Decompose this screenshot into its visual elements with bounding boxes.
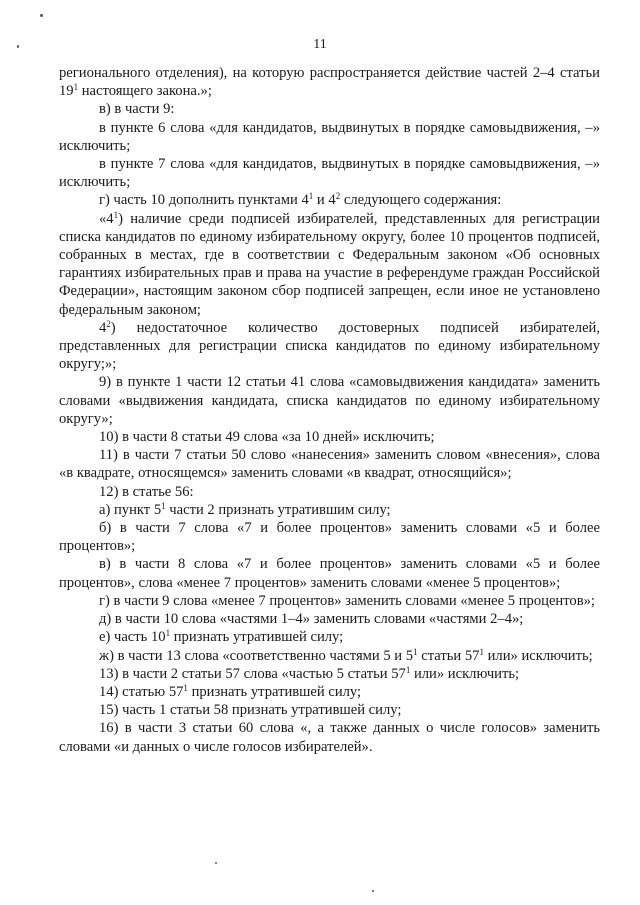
text-run: признать утратившей силу; — [187, 683, 362, 700]
superscript: 1 — [405, 664, 411, 675]
paragraph — [59, 191, 600, 209]
text-run: в) в части 8 слова «7 и более процентов» заменить словами «5 и более процентов», слова «менее 7 процентов» заменить словами «менее 5 процентов»; — [59, 556, 600, 591]
text-run: г) часть 10 дополнить пунктами 4 — [99, 192, 309, 209]
text-run: статьи 57 — [417, 647, 480, 664]
text-run: д) в части 10 слова «частями 1–4» заменить словами «частями 2–4»; — [99, 611, 524, 628]
text-run: 16) в части 3 статьи 60 слова «, а также данных о числе голосов» заменить словами «и данных о числе голосов избирателей». — [59, 720, 600, 755]
text-run: а) пункт 5 — [99, 501, 162, 518]
paragraph — [59, 483, 600, 501]
superscript: 1 — [161, 500, 166, 511]
superscript: 1 — [479, 646, 484, 657]
paragraph — [59, 683, 600, 701]
paragraph — [59, 446, 600, 482]
text-run: «4 — [99, 210, 114, 227]
text-run: или» исключить; — [410, 665, 520, 682]
paragraph — [59, 719, 600, 755]
text-run: е) часть 10 — [99, 629, 166, 646]
text-run: 11) в части 7 статьи 50 слово «нанесения» заменить словом «внесения», слова «в квадрате, относящемся» заменить словами «в квадрат, относящийся»; — [59, 447, 600, 482]
text-run: в пункте 7 слова «для кандидатов, выдвинутых в порядке самовыдвижения, –» исключить; — [59, 156, 600, 191]
text-run: в) в части 9: — [99, 101, 175, 118]
paragraph — [59, 592, 600, 610]
superscript: 1 — [165, 628, 171, 639]
text-run: регионального отделения), на которую распространяется действие частей 2–4 статьи 19 — [59, 65, 600, 100]
paragraph — [59, 155, 600, 191]
paragraph — [59, 610, 600, 628]
superscript: 1 — [183, 682, 188, 693]
scan-speck — [372, 890, 374, 892]
superscript: 1 — [413, 646, 418, 657]
paragraph — [59, 501, 600, 519]
document-body — [59, 64, 600, 756]
text-run: настоящего закона.»; — [78, 83, 212, 100]
paragraph — [59, 319, 600, 374]
text-run: ) наличие среди подписей избирателей, представленных для регистрации списка кандидатов по единому избирательному округу, более 10 процентов подписей, собранных в местах, где в соответствии с Федеральным законом «Об основных гарантиях избирательных прав и права на участие в референдуме граждан Российской Федерации», настоящим законом сбор подписей запрещен, если иное не установлено федеральным законом; — [59, 210, 600, 318]
paragraph — [59, 665, 600, 683]
paragraph — [59, 628, 600, 646]
text-run: 10) в части 8 статьи 49 слова «за 10 дней» исключить; — [99, 429, 435, 446]
scan-speck — [40, 14, 43, 17]
superscript: 2 — [106, 318, 111, 329]
text-run: ж) в части 13 слова «соответственно частями 5 и 5 — [99, 647, 414, 664]
superscript: 1 — [308, 191, 314, 202]
text-run: и 4 — [313, 192, 336, 209]
text-run: 14) статью 57 — [99, 683, 184, 700]
text-run: в пункте 6 слова «для кандидатов, выдвинутых в порядке самовыдвижения, –» исключить; — [59, 119, 600, 154]
scan-speck — [215, 862, 217, 864]
text-run: 12) в статье 56: — [99, 483, 194, 500]
superscript: 2 — [335, 191, 341, 202]
paragraph — [59, 555, 600, 591]
paragraph — [59, 647, 600, 665]
superscript: 1 — [113, 209, 119, 220]
text-run: или» исключить; — [483, 647, 593, 664]
page-number: 11 — [313, 37, 327, 52]
paragraph — [59, 701, 600, 719]
text-run: г) в части 9 слова «менее 7 процентов» заменить словами «менее 5 процентов»; — [99, 592, 595, 609]
scan-speck — [17, 45, 19, 48]
superscript: 1 — [73, 82, 79, 93]
paragraph — [59, 210, 600, 319]
paragraph — [59, 519, 600, 555]
text-run: 15) часть 1 статьи 58 признать утратившей силу; — [99, 702, 402, 719]
text-run: признать утратившей силу; — [170, 629, 344, 646]
text-run: 13) в части 2 статьи 57 слова «частью 5 статьи 57 — [99, 665, 406, 682]
paragraph — [59, 428, 600, 446]
paragraph — [59, 100, 600, 118]
paragraph — [59, 373, 600, 428]
text-run: 4 — [99, 319, 107, 336]
paragraph — [59, 64, 600, 100]
text-run: б) в части 7 слова «7 и более процентов» заменить словами «5 и более процентов»; — [59, 520, 600, 555]
text-run: следующего содержания: — [340, 192, 502, 209]
text-run: ) недостаточное количество достоверных подписей избирателей, представленных для регистрации списка кандидатов по единому избирательному округу;»; — [59, 319, 600, 373]
text-run: 9) в пункте 1 части 12 статьи 41 слова «самовыдвижения кандидата» заменить словами «выдвижения кандидата, списка кандидатов по единому избирательному округу»; — [59, 374, 600, 427]
paragraph — [59, 119, 600, 155]
text-run: части 2 признать утратившим силу; — [165, 501, 391, 518]
